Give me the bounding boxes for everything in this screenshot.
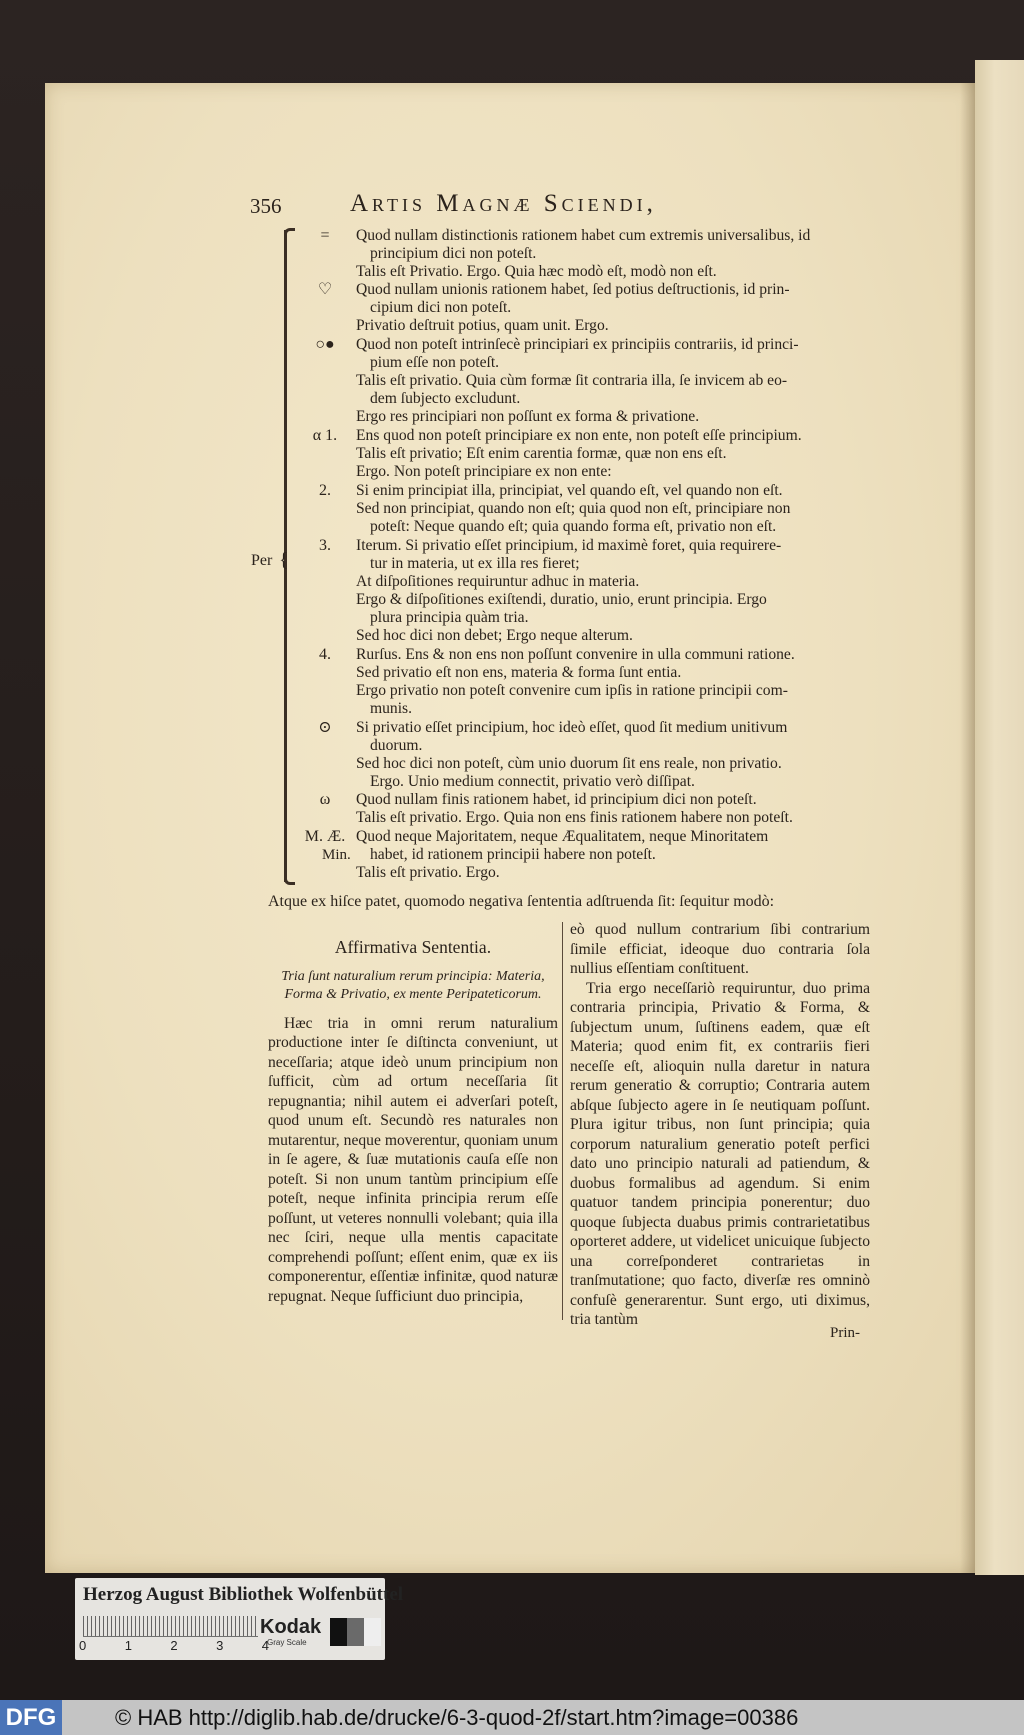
argument-line: Quod nullam distinctionis rationem habet cum extremis universalibus, id	[356, 227, 811, 244]
bracket-bottom	[284, 872, 295, 885]
argument-line: Sed hoc dici non poteſt, cùm unio duorum ſit ens reale, non privatio.	[356, 755, 782, 772]
section-title: Affirmativa Sententia.	[334, 937, 492, 957]
footer-bar	[0, 1700, 1024, 1735]
page-header	[250, 190, 810, 220]
argument-line: Ergo res principiari non poſſunt ex forma & privatione.	[356, 408, 700, 425]
ruler-number: 4	[261, 1638, 269, 1653]
section-subtitle: Tria ſunt naturalium rerum principia: Materia, Forma & Privatio, ex mente Peripateticorum.	[281, 968, 545, 1002]
circled-dot-symbol-icon: ⊙	[318, 719, 332, 736]
running-title: Artis Magnæ Sciendi,	[350, 190, 657, 217]
argument-line: tur in materia, ut ex illa res fieret;	[370, 555, 580, 572]
argument-line: Ergo. Non poteſt principiare ex non ente:	[356, 463, 612, 480]
argument-line: Rurſus. Ens & non ens non poſſunt convenire in ulla communi ratione.	[356, 646, 795, 663]
argument-line: habet, id rationem principii habere non poteſt.	[370, 846, 656, 863]
argument-line: Quod nullam unionis rationem habet, ſed potius deſtructionis, id prin-	[356, 281, 790, 298]
alpha-numeral-1: α 1.	[312, 427, 338, 444]
column-divider	[562, 922, 563, 1320]
argument-line: Sed hoc dici non debet; Ergo neque alterum.	[356, 627, 633, 644]
argument-line: Quod neque Majoritatem, neque Æqualitatem, neque Minoritatem	[356, 828, 769, 845]
argument-line: cipium dici non poteſt.	[370, 299, 512, 316]
right-column	[570, 920, 870, 1330]
kodak-logo: Kodak	[260, 1616, 322, 1638]
swatch-white	[364, 1618, 381, 1646]
dfg-logo: DFG	[0, 1700, 62, 1735]
facing-page-edge	[975, 60, 1024, 1575]
argument-line: Privatio deſtruit potius, quam unit. Ergo.	[356, 317, 609, 334]
argument-line: poteſt: Neque quando eſt; quia quando forma eſt, privatio non eſt.	[370, 518, 777, 535]
ruler-scale	[83, 1616, 258, 1637]
omega-symbol-icon: ω	[319, 791, 331, 808]
argument-line: Sed privatio eſt non ens, materia & forma ſunt entia.	[356, 664, 682, 681]
argument-line: Si enim principiat illa, principiat, vel quando eſt, vel quando non eſt.	[356, 482, 783, 499]
argument-line: Quod non poteſt intrinſecè principiari ex principiis contrariis, id princi-	[356, 336, 799, 353]
conclusion-line: Atque ex hiſce patet, quomodo negativa ſententia adſtruenda ſit: ſequitur modò:	[268, 893, 775, 910]
argument-line: Ens quod non poteſt principiare ex non ente, non poteſt eſſe principium.	[356, 427, 802, 444]
right-paragraph-1: eò quod nullum contrarium ſibi contrarium ſimile efficiat, ideoque duo contraria ſola nullius eſſentiam conſtituent.	[570, 921, 870, 977]
library-scale-card	[75, 1578, 404, 1660]
argument-line: Talis eſt privatio; Eſt enim carentia formæ, quæ non ens eſt.	[356, 445, 727, 462]
heart-symbol-icon: ♡	[317, 281, 333, 298]
argument-line: At diſpoſitiones requiruntur adhuc in materia.	[356, 573, 640, 590]
numeral-3: 3.	[319, 537, 331, 554]
argument-line: munis.	[370, 700, 413, 717]
contrary-circles-symbol-icon: ○●	[315, 336, 335, 353]
argument-line: dem ſubjecto excludunt.	[370, 390, 521, 407]
ruler-number: 2	[170, 1638, 178, 1653]
ruler-number: 1	[124, 1638, 132, 1653]
copyright-link[interactable]: © HAB http://diglib.hab.de/drucke/6-3-quod-2f/start.htm?image=00386	[115, 1705, 799, 1730]
left-paragraph: Hæc tria in omni rerum naturalium productione inter ſe diſtincta conveniunt, ut neceſſaria; atque ideò unum principium non ſufficit, cùm ad ortum neceſſaria ſit repugnantia; nihil autem ei adverſari poteſt, quod unum eſt. Secundò res naturales non mutarentur, neque moverentur, quoniam unum in ſe agere, & ſuæ mutationis cauſa eſſe non poteſt. Si non unum tantùm principium eſſe poteſt, neque infinita principia rerum eſſe poſſunt, ut veteres nonnulli volebant; quia illa nec ſciri, neque ulla mentis capacitate comprehendi poſſunt; eſſent enim, quæ ex iis componerentur, eſſentiæ infinitæ, quod naturæ repugnat. Neque ſufficiunt duo principia,	[268, 1014, 558, 1305]
min-label: Min.	[322, 847, 351, 863]
ruler-number: 3	[216, 1638, 224, 1653]
argument-line: Talis eſt privatio. Quia cùm formæ ſit contraria illa, ſe invicem ab eo-	[356, 372, 788, 389]
argument-line: Quod nullam finis rationem habet, id principium dici non poteſt.	[356, 791, 757, 808]
swatch-black	[330, 1618, 347, 1646]
left-column	[268, 920, 558, 1306]
argument-line: pium eſſe non poteſt.	[370, 354, 500, 371]
equals-symbol-icon: =	[320, 227, 330, 244]
gray-swatches	[330, 1618, 381, 1646]
argument-line: Ergo & diſpoſitiones exiſtendi, duratio, unio, erunt principia. Ergo	[356, 591, 767, 608]
ruler-numbers	[79, 1638, 269, 1653]
majority-equality-label: M. Æ.	[304, 828, 346, 845]
argument-line: Ergo privatio non poteſt convenire cum ipſis in ratione principii com-	[356, 682, 788, 699]
argument-line: Ergo. Unio medium connectit, privatio verò diſſipat.	[370, 773, 695, 790]
numeral-2: 2.	[319, 482, 331, 499]
catchword: Prin-	[830, 1325, 860, 1341]
argument-line: principium dici non poteſt.	[370, 245, 537, 262]
ruler-number: 0	[79, 1638, 87, 1653]
argument-line: Talis eſt Privatio. Ergo. Quia hæc modò eſt, modò non eſt.	[356, 263, 717, 280]
gray-scale-label: Gray Scale	[267, 1638, 307, 1647]
right-paragraph-2: Tria ergo neceſſariò requiruntur, duo prima contraria principia, Privatio & Forma, & ſubjectum unum, ſuſtinens eadem, quæ eſt Materia; quod enim fit, ex contrariis fieri neceſſe eſt, alioquin nulla daretur in natura rerum generatio & corruptio; Contraria autem abſque ſubjecto agere in ſe neutiquam poſſunt. Plura igitur tribus, non ſunt principia; quia corporum naturalium generatio poteſt perfici dato uno principio naturali ad patiendum, & duobus formalibus ad agendum. Si enim quatuor tandem principia ponerentur; duo quoque ſubjecta duabus primis contrarietatibus oporteret addere, ut videlicet unicuique ſubjecto una correſponderet contrarietas in tranſmutatione; quo facto, diverſæ res omninò confuſè generarentur. Sunt ergo, uti diximus, tria tantùm	[570, 979, 870, 1328]
institution-name: Herzog August Bibliothek Wolfenbüttel	[83, 1584, 404, 1605]
page-number: 356	[250, 194, 282, 218]
brace-icon: {	[279, 549, 289, 571]
numeral-4: 4.	[319, 646, 331, 663]
argument-line: Talis eſt privatio. Ergo. Quia non ens finis rationem habere non poteſt.	[356, 809, 793, 826]
argument-line: Si privatio eſſet principium, hoc ideò eſſet, quod ſit medium unitivum	[356, 719, 788, 736]
per-label: Per	[251, 552, 273, 569]
argument-line: Sed non principiat, quando non eſt; quia quod non eſt, principiare non	[356, 500, 791, 517]
argument-line: duorum.	[370, 737, 423, 754]
argument-line: plura principia quàm tria.	[370, 609, 529, 626]
argument-line: Iterum. Si privatio eſſet principium, id maximè foret, quia requirere-	[356, 537, 782, 554]
argument-line: Talis eſt privatio. Ergo.	[356, 864, 500, 881]
spine-shadow	[960, 83, 975, 1573]
swatch-gray	[347, 1618, 364, 1646]
